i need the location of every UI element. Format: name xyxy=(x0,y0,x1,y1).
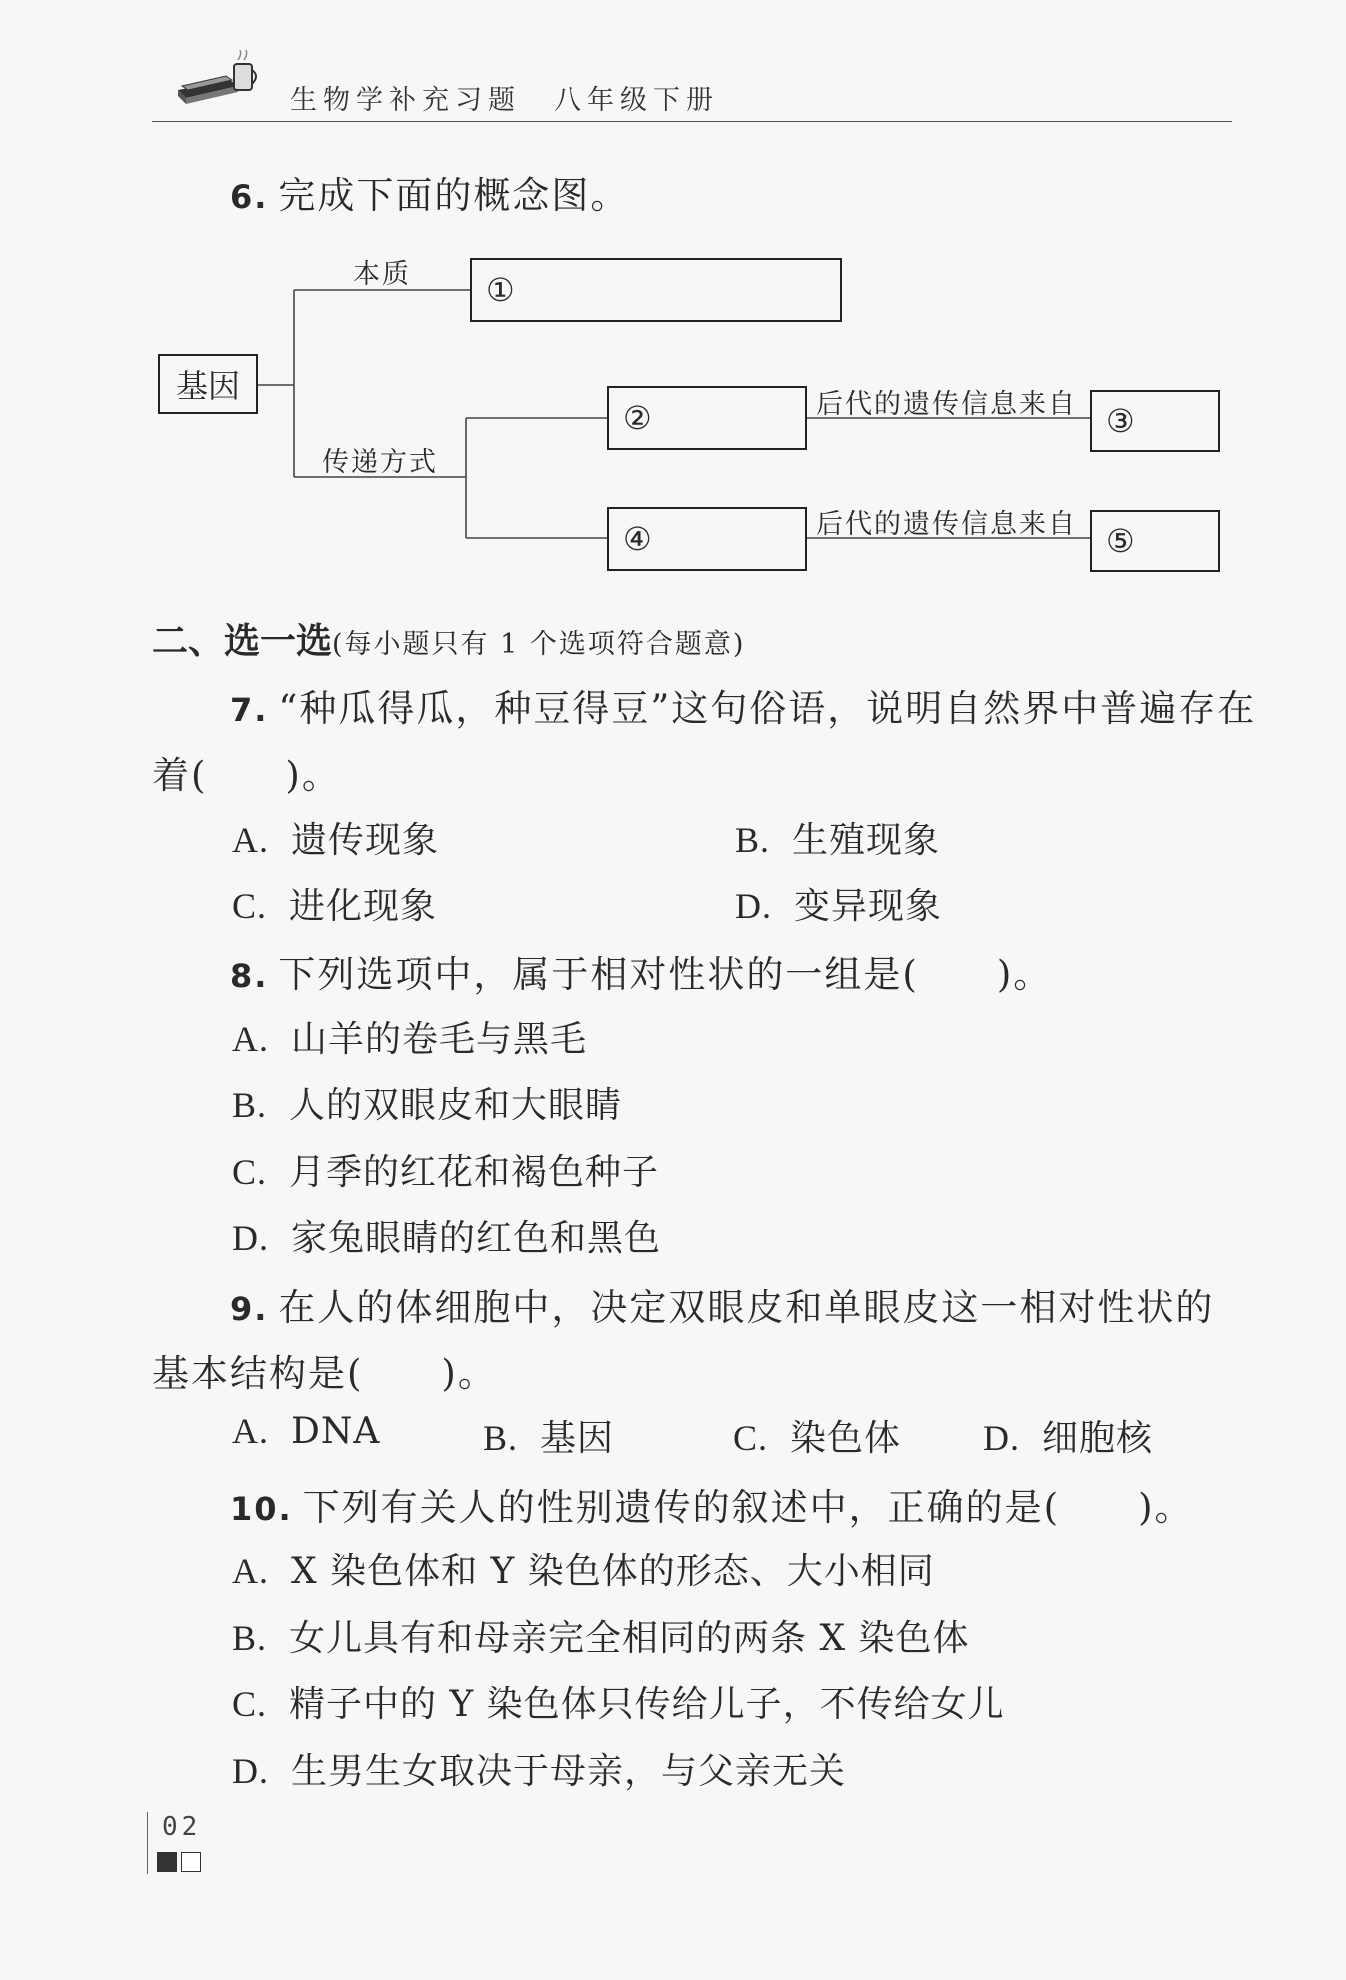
question-7 xyxy=(230,678,1256,732)
option-letter: C. xyxy=(232,1152,268,1192)
question-10 xyxy=(230,1477,1194,1531)
option-text: 家兔眼睛的红色和黑色 xyxy=(291,1218,662,1259)
option-c xyxy=(733,1410,901,1461)
option-d xyxy=(983,1410,1153,1461)
concept-box-4 xyxy=(607,507,807,571)
option-letter: C. xyxy=(733,1418,769,1458)
option-text: 山羊的卷毛与黑毛 xyxy=(291,1019,588,1060)
footer-divider xyxy=(147,1812,148,1874)
section-note: (每小题只有 1 个选项符合题意) xyxy=(332,629,746,660)
option-text: 生男生女取决于母亲，与父亲无关 xyxy=(291,1751,847,1792)
blank-marker: ⑤ xyxy=(1106,522,1135,560)
option-letter: A. xyxy=(232,820,269,860)
page-number: 02 xyxy=(162,1812,202,1842)
question-7-continued: 着( )。 xyxy=(152,754,341,797)
option-text: DNA xyxy=(291,1411,381,1452)
filled-square-icon xyxy=(157,1852,177,1872)
blank-marker: ② xyxy=(623,399,652,437)
concept-box-gene xyxy=(158,354,258,414)
option-text: 生殖现象 xyxy=(792,820,941,861)
section-title: 二、选一选 xyxy=(152,621,333,662)
question-number: 7. xyxy=(230,691,269,729)
option-letter: C. xyxy=(232,1684,268,1724)
option-text: 人的双眼皮和大眼睛 xyxy=(289,1085,623,1126)
option-b xyxy=(232,1610,970,1661)
option-text: 细胞核 xyxy=(1042,1418,1154,1459)
option-a xyxy=(232,1410,380,1452)
option-letter: B. xyxy=(735,820,771,860)
option-text: 遗传现象 xyxy=(291,820,440,861)
option-letter: D. xyxy=(735,886,772,926)
concept-box-1 xyxy=(470,258,842,322)
header-title: 生物学补充习题 八年级下册 xyxy=(290,85,719,116)
option-c xyxy=(232,1676,1005,1727)
edge-label-source-a: 后代的遗传信息来自 xyxy=(816,389,1077,420)
option-text: X 染色体和 Y 染色体的形态、大小相同 xyxy=(291,1551,935,1592)
option-letter: C. xyxy=(232,886,268,926)
option-letter: A. xyxy=(232,1551,269,1591)
concept-box-2 xyxy=(607,386,807,450)
question-number: 10. xyxy=(230,1490,293,1528)
option-letter: D. xyxy=(232,1218,269,1258)
option-text: 女儿具有和母亲完全相同的两条 X 染色体 xyxy=(289,1618,970,1659)
option-b xyxy=(232,1077,622,1128)
question-text: 下列有关人的性别遗传的叙述中，正确的是( )。 xyxy=(302,1486,1194,1529)
blank-marker: ③ xyxy=(1106,402,1135,440)
concept-box-3 xyxy=(1090,390,1220,452)
blank-marker: ① xyxy=(486,271,515,309)
option-a xyxy=(232,1011,587,1062)
blank-marker: ④ xyxy=(623,520,652,558)
option-b xyxy=(735,812,940,863)
branch-label-essence: 本质 xyxy=(353,259,411,290)
question-text: 下列选项中，属于相对性状的一组是( )。 xyxy=(278,953,1053,996)
option-text: 变异现象 xyxy=(794,886,943,927)
question-text: 完成下面的概念图。 xyxy=(278,174,630,217)
question-text: 在人的体细胞中，决定双眼皮和单眼皮这一相对性状的 xyxy=(278,1286,1215,1329)
edge-label-source-b: 后代的遗传信息来自 xyxy=(816,509,1077,540)
option-d xyxy=(232,1210,661,1261)
question-number: 8. xyxy=(230,957,269,995)
concept-box-5 xyxy=(1090,510,1220,572)
question-number: 6. xyxy=(230,178,269,216)
option-letter: B. xyxy=(232,1618,268,1658)
option-text: 染色体 xyxy=(790,1418,902,1459)
option-text: 进化现象 xyxy=(289,886,438,927)
question-8 xyxy=(230,944,1052,998)
option-a xyxy=(232,812,439,863)
question-9 xyxy=(230,1277,1214,1331)
option-text: 月季的红花和褐色种子 xyxy=(289,1152,660,1193)
option-d xyxy=(232,1743,846,1794)
question-number: 9. xyxy=(230,1290,269,1328)
option-text: 基因 xyxy=(540,1418,615,1459)
option-letter: B. xyxy=(483,1418,519,1458)
empty-square-icon xyxy=(181,1852,201,1872)
option-letter: B. xyxy=(232,1085,268,1125)
option-letter: D. xyxy=(983,1418,1020,1458)
option-d xyxy=(735,878,942,929)
option-text: 精子中的 Y 染色体只传给儿子，不传给女儿 xyxy=(289,1684,1005,1725)
option-c xyxy=(232,1144,659,1195)
question-9-continued: 基本结构是( )。 xyxy=(152,1352,497,1395)
option-letter: A. xyxy=(232,1411,269,1451)
section-heading xyxy=(152,613,745,664)
question-text: “种瓜得瓜，种豆得豆”这句俗语，说明自然界中普遍存在 xyxy=(278,687,1257,730)
option-a xyxy=(232,1543,935,1594)
option-letter: A. xyxy=(232,1019,269,1059)
concept-box-label: 基因 xyxy=(175,367,240,405)
option-b xyxy=(483,1410,614,1461)
option-letter: D. xyxy=(232,1751,269,1791)
option-c xyxy=(232,878,437,929)
branch-label-transmission: 传递方式 xyxy=(322,447,438,478)
